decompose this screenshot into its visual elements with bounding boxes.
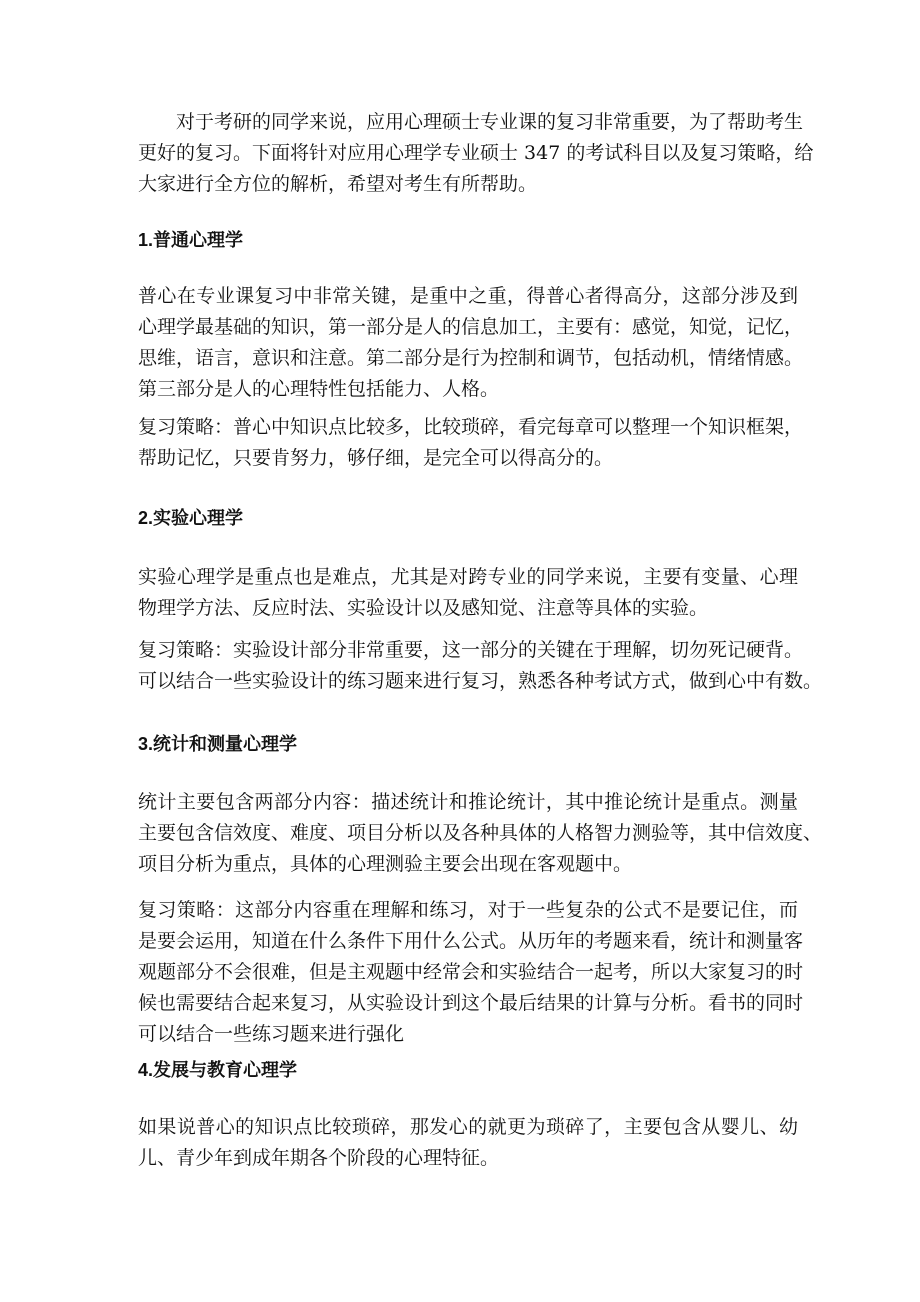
text-line: 是要会运用，知道在什么条件下用什么公式。从历年的考题来看，统计和测量客 xyxy=(138,930,804,952)
text-line: 候也需要结合起来复习，从实验设计到这个最后结果的计算与分析。看书的同时 xyxy=(138,992,804,1014)
text-line: 第三部分是人的心理特性包括能力、人格。 xyxy=(138,378,500,400)
text-line: 更好的复习。下面将针对应用心理学专业硕士 347 的考试科目以及复习策略，给 xyxy=(138,142,814,164)
text-line: 儿、青少年到成年期各个阶段的心理特征。 xyxy=(138,1147,500,1169)
section-paragraph xyxy=(138,635,823,697)
section-paragraph xyxy=(138,281,804,405)
section-paragraph xyxy=(138,895,804,1050)
text-line: 对于考研的同学来说，应用心理硕士专业课的复习非常重要，为了帮助考生 xyxy=(138,111,804,133)
intro-paragraph xyxy=(138,107,814,200)
text-line: 复习策略：这部分内容重在理解和练习，对于一些复杂的公式不是要记住，而 xyxy=(138,899,798,921)
section-paragraph xyxy=(138,1112,798,1174)
text-line: 物理学方法、反应时法、实验设计以及感知觉、注意等具体的实验。 xyxy=(138,597,709,619)
section-paragraph xyxy=(138,412,804,474)
text-line: 观题部分不会很难，但是主观题中经常会和实验结合一起考，所以大家复习的时 xyxy=(138,961,804,983)
section-heading: 4.发展与教育心理学 xyxy=(138,1060,298,1080)
text-line: 思维，语言，意识和注意。第二部分是行为控制和调节，包括动机，情绪情感。 xyxy=(138,347,804,369)
section-heading: 1.普通心理学 xyxy=(138,230,244,250)
text-line: 统计主要包含两部分内容：描述统计和推论统计，其中推论统计是重点。测量 xyxy=(138,791,798,813)
section-paragraph xyxy=(138,787,823,880)
text-line: 普心在专业课复习中非常关键，是重中之重，得普心者得高分，这部分涉及到 xyxy=(138,285,798,307)
text-line: 复习策略：普心中知识点比较多，比较琐碎，看完每章可以整理一个知识框架， xyxy=(138,416,804,438)
text-line: 可以结合一些练习题来进行强化 xyxy=(138,1023,405,1045)
section-paragraph xyxy=(138,562,798,624)
section-heading: 3.统计和测量心理学 xyxy=(138,734,298,754)
text-line: 大家进行全方位的解析，希望对考生有所帮助。 xyxy=(138,173,538,195)
text-line: 如果说普心的知识点比较琐碎，那发心的就更为琐碎了，主要包含从婴儿、幼 xyxy=(138,1116,798,1138)
text-line: 主要包含信效度、难度、项目分析以及各种具体的人格智力测验等，其中信效度、 xyxy=(138,822,823,844)
text-line: 帮助记忆，只要肯努力，够仔细，是完全可以得高分的。 xyxy=(138,447,614,469)
text-line: 实验心理学是重点也是难点，尤其是对跨专业的同学来说，主要有变量、心理 xyxy=(138,566,798,588)
text-line: 心理学最基础的知识，第一部分是人的信息加工，主要有：感觉，知觉，记忆， xyxy=(138,316,804,338)
section-heading: 2.实验心理学 xyxy=(138,508,244,528)
text-line: 可以结合一些实验设计的练习题来进行复习，熟悉各种考试方式，做到心中有数。 xyxy=(138,670,823,692)
text-line: 复习策略：实验设计部分非常重要，这一部分的关键在于理解，切勿死记硬背。 xyxy=(138,639,804,661)
text-line: 项目分析为重点，具体的心理测验主要会出现在客观题中。 xyxy=(138,853,633,875)
